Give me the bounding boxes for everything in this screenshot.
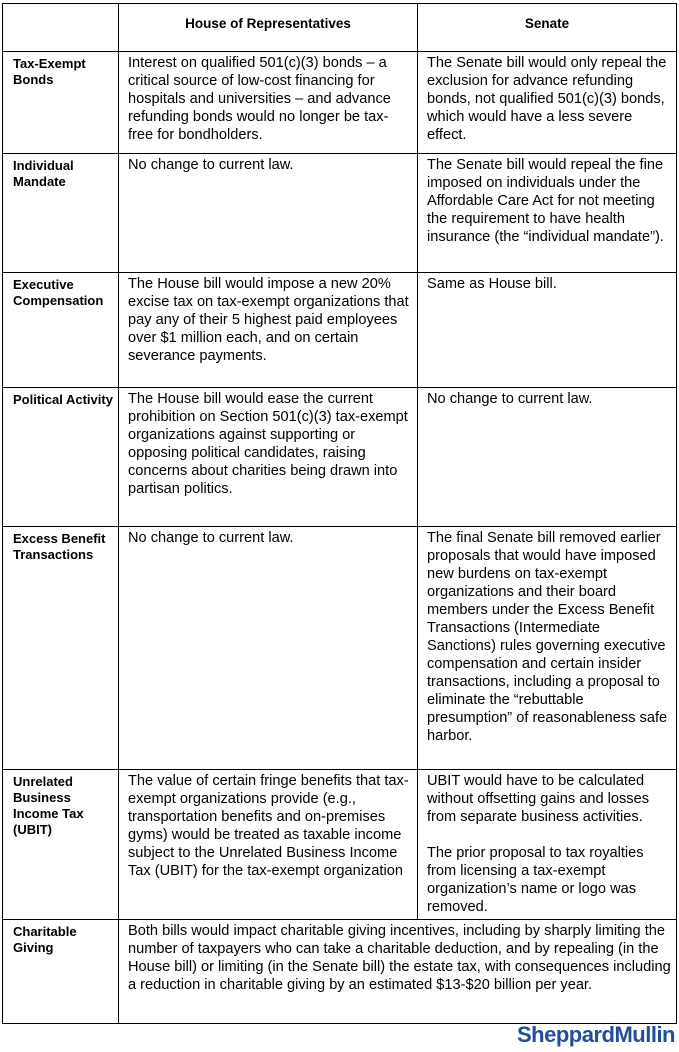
house-cell [119,273,418,388]
house-text: The House bill would ease the current prohibition on Section 501(c)(3) tax-exempt organizations against supporting or opposing political candidates, raising concerns about charities being drawn into partisan politics. [128,391,408,497]
row-label: Charitable Giving [3,920,119,1024]
combined-cell [119,920,677,1024]
senate-text: The prior proposal to tax royalties from licensing a tax-exempt organization’s name or logo was removed. [427,845,644,915]
senate-text: The Senate bill would repeal the fine imposed on individuals under the Affordable Care Act for not meeting the requirement to have health insurance (the “individual mandate”). [427,157,664,245]
house-cell [119,770,418,920]
table-row [3,770,677,920]
senate-text: The final Senate bill removed earlier proposals that would have imposed new burdens on tax-exempt organizations and their board members under the Excess Benefit Transactions (Intermediate Sanctions) rules governing executive compensation and certain insider transactions, including a proposal to eliminate the “rebuttable presumption” of reasonableness safe harbor. [427,530,668,744]
row-label: Unrelated Business Income Tax (UBIT) [3,770,119,920]
row-label: Tax-Exempt Bonds [3,52,119,154]
table-row [3,388,677,527]
house-text: No change to current law. [128,530,294,546]
house-text: The value of certain fringe benefits that tax-exempt organizations provide (e.g., transportation benefits and on-premises gyms) would be treated as taxable income subject to the Unrelated Business Income Tax (UBIT) for the tax-exempt organization [128,773,409,879]
senate-cell [418,52,677,154]
house-cell [119,527,418,770]
senate-cell [418,154,677,273]
sheppard-mullin-logo: SheppardMullin [517,1022,675,1047]
table-row [3,527,677,770]
row-label: Individual Mandate [3,154,119,273]
table-row [3,273,677,388]
header-blank-cell [3,4,119,52]
row-label: Executive Compensation [3,273,119,388]
house-text: Interest on qualified 501(c)(3) bonds – a critical source of low-cost financing for hospitals and universities – and advance refunding bonds would no longer be tax-free for bondholders. [128,55,391,143]
header-senate: Senate [418,4,677,52]
senate-text: Same as House bill. [427,276,557,292]
row-label: Excess Benefit Transactions [3,527,119,770]
comparison-table [2,3,677,1024]
senate-cell [418,388,677,527]
house-cell [119,154,418,273]
senate-cell [418,527,677,770]
header-row [3,4,677,52]
house-cell [119,388,418,527]
table-row [3,154,677,273]
senate-text: The Senate bill would only repeal the exclusion for advance refunding bonds, not qualified 501(c)(3) bonds, which would have a less severe effect. [427,55,667,143]
table-row [3,920,677,1024]
house-text: No change to current law. [128,157,294,173]
house-cell [119,52,418,154]
header-house: House of Representatives [119,4,418,52]
senate-text: UBIT would have to be calculated without offsetting gains and losses from separate business activities. [427,773,650,825]
house-text: The House bill would impose a new 20% excise tax on tax-exempt organizations that pay any of their 5 highest paid employees over $1 million each, and on certain severance payments. [128,276,409,364]
senate-cell [418,770,677,920]
senate-text: No change to current law. [427,391,593,407]
senate-cell [418,273,677,388]
table-row [3,52,677,154]
row-label: Political Activity [3,388,119,527]
combined-text: Both bills would impact charitable giving incentives, including by sharply limiting the number of taxpayers who can take a charitable deduction, and by repealing (in the House bill) or limiting (in the Senate bill) the estate tax, with consequences including a reduction in charitable giving by an estimated $13-$20 billion per year. [128,923,671,993]
